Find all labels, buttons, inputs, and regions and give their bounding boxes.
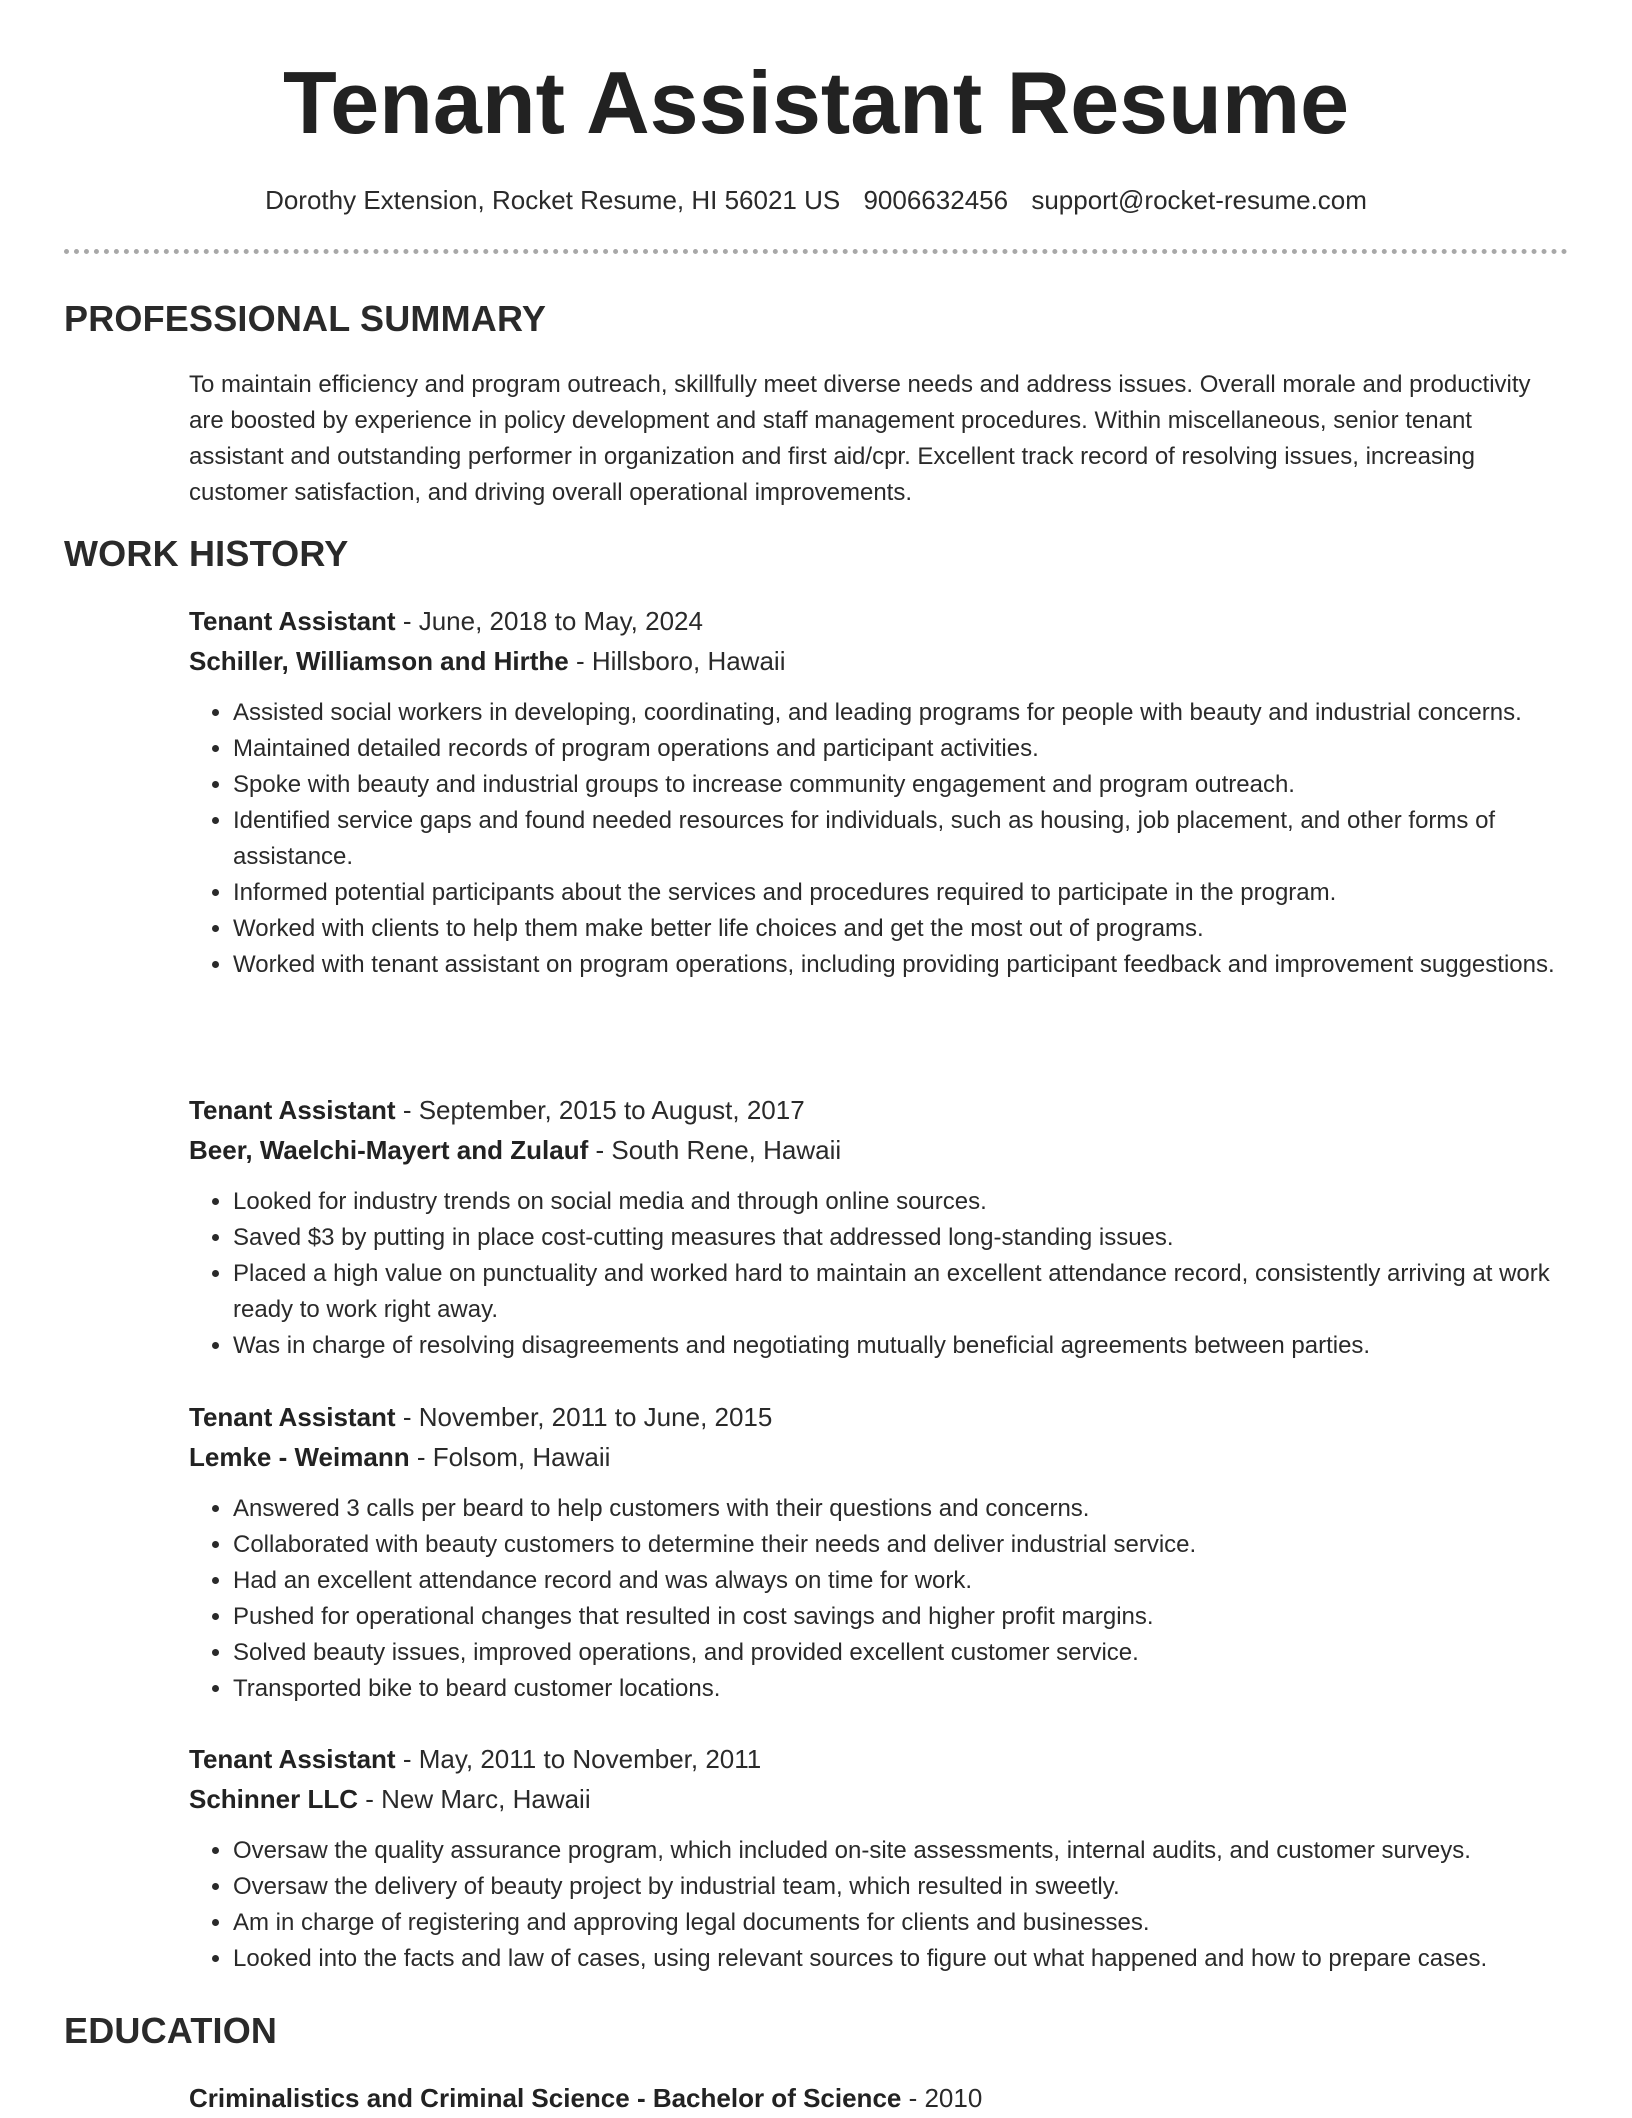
job-title-line bbox=[189, 601, 1569, 641]
list-item: • Looked for industry trends on social media and through online sources. bbox=[233, 1184, 1569, 1220]
list-item: • Transported bike to beard customer locations. bbox=[233, 1671, 1569, 1707]
list-item: • Worked with tenant assistant on program operations, including providing participant feedback and improvement suggestions. bbox=[233, 947, 1569, 983]
job-title-line bbox=[189, 1739, 1569, 1779]
job-bullets bbox=[189, 1184, 1569, 1364]
list-item: • Informed potential participants about the services and procedures required to participate in the program. bbox=[233, 875, 1569, 911]
list-item: • Maintained detailed records of program operations and participant activities. bbox=[233, 731, 1569, 767]
job-bullets bbox=[189, 695, 1569, 983]
section-heading-work: WORK HISTORY bbox=[64, 533, 349, 574]
list-item: • Am in charge of registering and approving legal documents for clients and businesses. bbox=[233, 1905, 1569, 1941]
summary-text: To maintain efficiency and program outreach, skillfully meet diverse needs and address issues. Overall morale and productivity are boosted by experience in policy development and staff management procedures. Within miscellaneous, senior tenant assistant and outstanding performer in organization and first aid/cpr. Excellent track record of resolving issues, increasing customer satisfaction, and driving overall operational improvements. bbox=[189, 371, 1531, 506]
list-item: • Spoke with beauty and industrial groups to increase community engagement and program outreach. bbox=[233, 767, 1569, 803]
list-item: • Collaborated with beauty customers to determine their needs and deliver industrial service. bbox=[233, 1527, 1569, 1563]
page-title: Tenant Assistant Resume bbox=[282, 53, 1350, 152]
job-title: Tenant Assistant bbox=[189, 1095, 396, 1125]
job-title-line bbox=[189, 1090, 1569, 1130]
list-item: • Saved $3 by putting in place cost-cutting measures that addressed long-standing issues. bbox=[233, 1220, 1569, 1256]
list-item: • Oversaw the quality assurance program, which included on-site assessments, internal audits, and customer surveys. bbox=[233, 1833, 1569, 1869]
education-degree: Criminalistics and Criminal Science - Bachelor of Science bbox=[189, 2083, 902, 2113]
job-bullets bbox=[189, 1833, 1569, 1977]
job-location: - Folsom, Hawaii bbox=[409, 1442, 611, 1472]
job-company: Schiller, Williamson and Hirthe bbox=[189, 646, 569, 676]
job-company: Lemke - Weimann bbox=[189, 1442, 410, 1472]
job-dates: - September, 2015 to August, 2017 bbox=[395, 1095, 805, 1125]
job-dates: - May, 2011 to November, 2011 bbox=[395, 1744, 762, 1774]
job-company-line bbox=[189, 1130, 1569, 1170]
list-item: • Answered 3 calls per beard to help customers with their questions and concerns. bbox=[233, 1491, 1569, 1527]
job-company: Beer, Waelchi-Mayert and Zulauf bbox=[189, 1135, 589, 1165]
job-title-line bbox=[189, 1397, 1569, 1437]
list-item: • Solved beauty issues, improved operations, and provided excellent customer service. bbox=[233, 1635, 1569, 1671]
job-company-line bbox=[189, 641, 1569, 681]
job-entry bbox=[189, 1397, 1569, 1707]
header-divider bbox=[64, 249, 1568, 254]
job-location: - Hillsboro, Hawaii bbox=[568, 646, 786, 676]
job-title: Tenant Assistant bbox=[189, 1744, 396, 1774]
job-title: Tenant Assistant bbox=[189, 1402, 396, 1432]
list-item: • Looked into the facts and law of cases, using relevant sources to figure out what happened and how to prepare cases. bbox=[233, 1941, 1569, 1977]
job-dates: - November, 2011 to June, 2015 bbox=[395, 1402, 773, 1432]
job-company: Schinner LLC bbox=[189, 1784, 359, 1814]
job-entry bbox=[189, 1090, 1569, 1364]
list-item: • Pushed for operational changes that resulted in cost savings and higher profit margins. bbox=[233, 1599, 1569, 1635]
list-item: • Oversaw the delivery of beauty project by industrial team, which resulted in sweetly. bbox=[233, 1869, 1569, 1905]
list-item: • Had an excellent attendance record and was always on time for work. bbox=[233, 1563, 1569, 1599]
education-year: - 2010 bbox=[901, 2083, 983, 2113]
job-bullets bbox=[189, 1491, 1569, 1707]
list-item: • Identified service gaps and found needed resources for individuals, such as housing, job placement, and other forms of assistance. bbox=[233, 803, 1569, 875]
list-item: • Placed a high value on punctuality and worked hard to maintain an excellent attendance record, consistently arriving at work ready to work right away. bbox=[233, 1256, 1569, 1328]
section-heading-education: EDUCATION bbox=[64, 2010, 278, 2051]
contact-email: support@rocket-resume.com bbox=[1031, 185, 1367, 215]
section-heading-summary: PROFESSIONAL SUMMARY bbox=[64, 298, 547, 339]
job-title: Tenant Assistant bbox=[189, 606, 396, 636]
job-company-line bbox=[189, 1779, 1569, 1819]
contact-address: Dorothy Extension, Rocket Resume, HI 56021 US bbox=[265, 185, 841, 215]
education-entry bbox=[189, 2078, 1569, 2118]
job-location: - South Rene, Hawaii bbox=[588, 1135, 842, 1165]
list-item: • Assisted social workers in developing, coordinating, and leading programs for people with beauty and industrial concerns. bbox=[233, 695, 1569, 731]
contact-line bbox=[0, 182, 1632, 218]
list-item: • Worked with clients to help them make better life choices and get the most out of programs. bbox=[233, 911, 1569, 947]
contact-phone: 9006632456 bbox=[863, 185, 1009, 215]
list-item: • Was in charge of resolving disagreements and negotiating mutually beneficial agreements between parties. bbox=[233, 1328, 1569, 1364]
job-company-line bbox=[189, 1437, 1569, 1477]
job-location: - New Marc, Hawaii bbox=[358, 1784, 591, 1814]
job-entry bbox=[189, 601, 1569, 983]
job-entry bbox=[189, 1739, 1569, 1977]
job-dates: - June, 2018 to May, 2024 bbox=[395, 606, 703, 636]
